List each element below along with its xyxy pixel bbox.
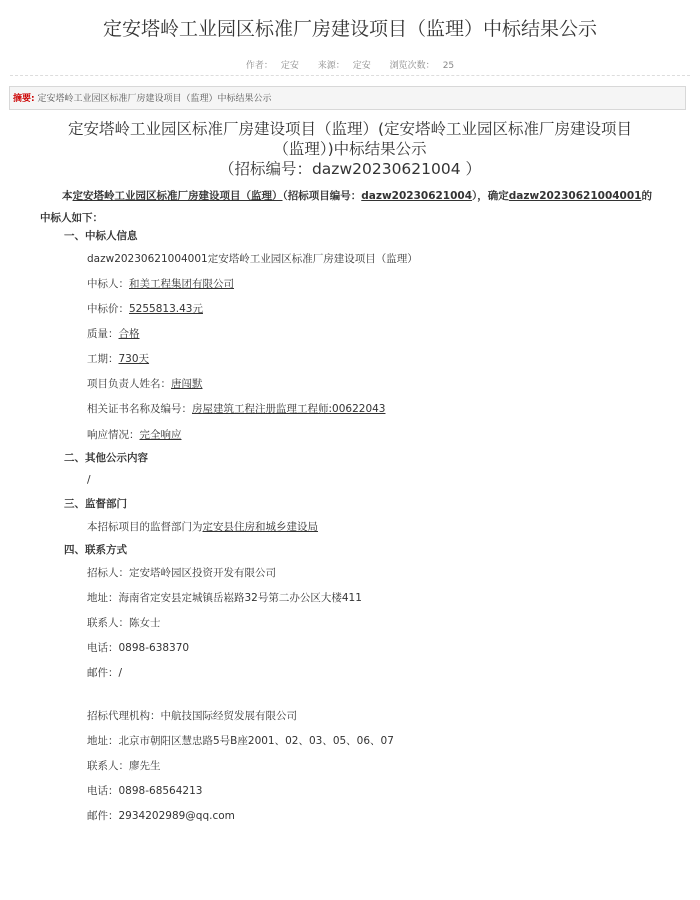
tenderer: 招标人：定安塔岭园区投资开发有限公司	[87, 567, 276, 579]
section-heading-contact: 四、联系方式	[64, 544, 127, 556]
other-content: /	[87, 474, 91, 486]
package-line: dazw20230621004001定安塔岭工业园区标准厂房建设项目（监理）	[87, 253, 418, 265]
author: 作者： 定安	[245, 61, 299, 71]
summary-text: 定安塔岭工业园区标准厂房建设项目（监理）中标结果公示	[37, 94, 272, 104]
package-code: dazw20230621004001	[508, 190, 642, 202]
divider	[10, 75, 690, 76]
agency-address: 地址：北京市朝阳区慧忠路5号B座2001、02、03、05、06、07	[87, 735, 394, 747]
tender-code: dazw20230621004	[361, 190, 473, 202]
certificate: 相关证书名称及编号：房屋建筑工程注册监理工程师:00622043	[87, 403, 386, 415]
winner-quality: 质量：合格	[87, 328, 140, 340]
agency-email: 邮件：2934202989@qq.com	[87, 810, 235, 822]
winner-period: 工期：730天	[87, 353, 150, 365]
article-meta	[0, 58, 700, 71]
page-title: 定安塔岭工业园区标准厂房建设项目（监理）中标结果公示	[102, 18, 597, 40]
intro-paragraph: 本定安塔岭工业园区标准厂房建设项目（监理）（招标项目编号：dazw20230621004），确定dazw20230621004001的中标人如下：	[40, 190, 652, 224]
tenderer-contact: 联系人：陈女士	[87, 617, 161, 629]
notice-title: 定安塔岭工业园区标准厂房建设项目（监理）(定安塔岭工业园区标准厂房建设项目 （监理）)中标结果公示 （招标编号：dazw20230621004 ）	[67, 120, 633, 178]
response-status: 响应情况：完全响应	[87, 429, 182, 441]
section-heading-other: 二、其他公示内容	[64, 452, 148, 464]
agency-contact: 联系人：廖先生	[87, 760, 161, 772]
section-heading-supervision: 三、监督部门	[64, 498, 127, 510]
winner-price: 中标价：5255813.43元	[87, 303, 203, 315]
project-name: 定安塔岭工业园区标准厂房建设项目（监理）	[72, 190, 283, 202]
view-count: 浏览次数： 25	[389, 61, 455, 71]
winner-bidder: 中标人：和美工程集团有限公司	[87, 278, 234, 290]
source: 来源： 定安	[317, 61, 371, 71]
project-manager: 项目负责人姓名：唐闯默	[87, 378, 203, 390]
tenderer-email: 邮件：/	[87, 667, 123, 679]
summary-label: 摘要:	[13, 94, 35, 104]
agency: 招标代理机构：中航技国际经贸发展有限公司	[87, 710, 297, 722]
summary-box	[9, 86, 686, 110]
supervision-text: 本招标项目的监督部门为定安县住房和城乡建设局	[87, 521, 318, 533]
agency-phone: 电话：0898-68564213	[87, 785, 203, 797]
section-heading-winner-info: 一、中标人信息	[64, 230, 138, 242]
tenderer-phone: 电话：0898-638370	[87, 642, 190, 654]
tenderer-address: 地址：海南省定安县定城镇岳崧路32号第二办公区大楼411	[87, 592, 362, 604]
